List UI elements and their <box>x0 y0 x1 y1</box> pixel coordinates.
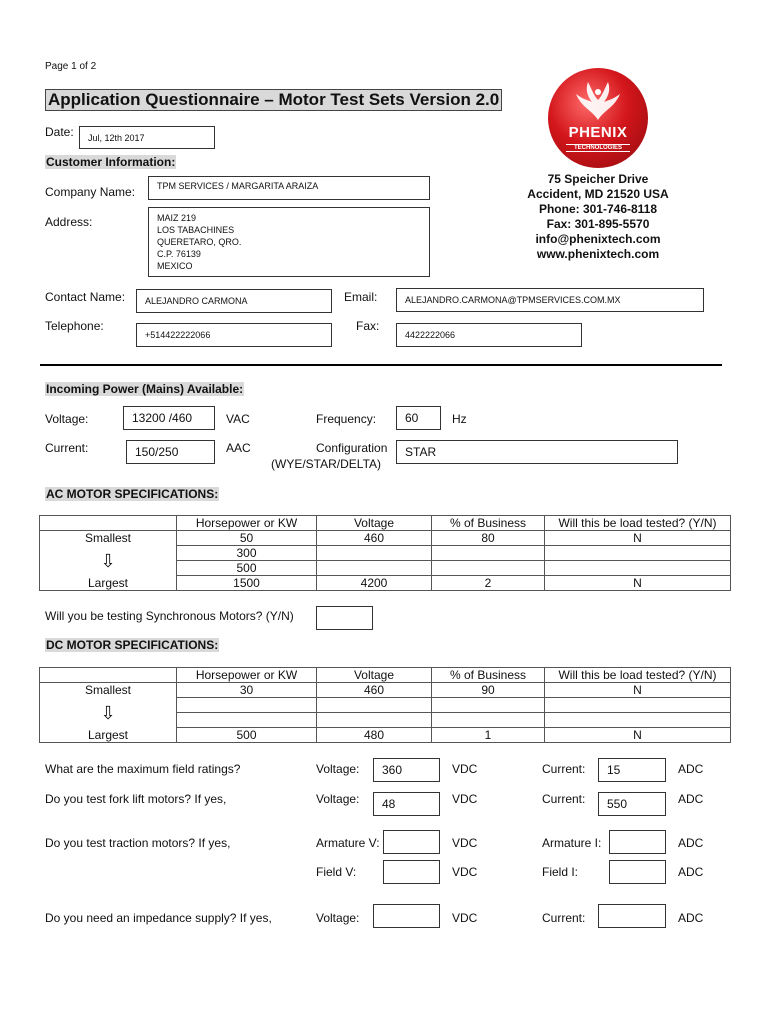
table-row <box>40 531 731 546</box>
ac-cell[interactable]: 460 <box>317 531 432 546</box>
forklift-current-label: Current: <box>542 792 586 806</box>
dc-cell[interactable] <box>545 698 731 713</box>
company-address <box>520 172 676 262</box>
dc-header-business: % of Business <box>432 668 545 683</box>
company-fax: Fax: 301-895-5570 <box>546 217 650 231</box>
adc-unit: ADC <box>678 865 704 879</box>
company-name-field[interactable]: TPM SERVICES / MARGARITA ARAIZA <box>148 176 430 200</box>
dc-cell[interactable]: 500 <box>177 728 317 743</box>
dc-cell[interactable] <box>317 698 432 713</box>
phoenix-bird-icon <box>574 80 622 122</box>
impedance-question: Do you need an impedance supply? If yes, <box>45 911 272 925</box>
ac-cell[interactable]: 50 <box>177 531 317 546</box>
forklift-voltage-field[interactable]: 48 <box>373 792 440 816</box>
vdc-unit: VDC <box>452 762 478 776</box>
ac-section-heading: AC MOTOR SPECIFICATIONS: <box>46 487 219 501</box>
dc-header-hp: Horsepower or KW <box>177 668 317 683</box>
company-email: info@phenixtech.com <box>535 232 661 246</box>
dc-header-load-tested: Will this be load tested? (Y/N) <box>545 668 731 683</box>
ac-header-hp: Horsepower or KW <box>177 516 317 531</box>
table-row <box>40 728 731 743</box>
ac-cell[interactable]: 300 <box>177 546 317 561</box>
configuration-sublabel: (WYE/STAR/DELTA) <box>271 457 382 471</box>
ac-header-load-tested: Will this be load tested? (Y/N) <box>545 516 731 531</box>
impedance-current-field[interactable] <box>598 904 666 928</box>
frequency-unit: Hz <box>452 412 467 426</box>
telephone-field[interactable]: +514422222066 <box>136 323 332 347</box>
down-arrow-icon: ⇩ <box>40 698 177 728</box>
dc-cell[interactable] <box>545 713 731 728</box>
logo-name: PHENIX <box>568 124 628 141</box>
power-current-field[interactable]: 150/250 <box>126 440 215 464</box>
dc-cell[interactable]: 480 <box>317 728 432 743</box>
company-street: 75 Speicher Drive <box>547 172 649 186</box>
field-i-field[interactable] <box>609 860 666 884</box>
forklift-question: Do you test fork lift motors? If yes, <box>45 792 227 806</box>
address-field[interactable]: MAIZ 219 LOS TABACHINES QUERETARO, QRO. C.P. 76139 MEXICO <box>148 207 430 277</box>
vdc-unit: VDC <box>452 911 478 925</box>
ac-cell[interactable]: 500 <box>177 561 317 576</box>
dc-header-voltage: Voltage <box>317 668 432 683</box>
forklift-voltage-label: Voltage: <box>316 792 360 806</box>
date-label: Date: <box>45 125 74 139</box>
armature-i-label: Armature I: <box>542 836 602 850</box>
ac-header-business: % of Business <box>432 516 545 531</box>
contact-name-label: Contact Name: <box>45 290 126 304</box>
down-arrow-icon: ⇩ <box>40 546 177 576</box>
vdc-unit: VDC <box>452 792 478 806</box>
power-voltage-field[interactable]: 13200 /460 <box>123 406 215 430</box>
dc-cell[interactable]: 30 <box>177 683 317 698</box>
customer-section-heading: Customer Information: <box>46 155 176 169</box>
ac-cell[interactable]: 1500 <box>177 576 317 591</box>
ac-cell[interactable] <box>432 546 545 561</box>
impedance-voltage-field[interactable] <box>373 904 440 928</box>
power-current-unit: AAC <box>226 441 251 455</box>
dc-largest-label: Largest <box>40 728 177 743</box>
table-row <box>40 683 731 698</box>
company-city: Accident, MD 21520 USA <box>527 187 669 201</box>
ac-cell[interactable] <box>545 561 731 576</box>
fax-field[interactable]: 4422222066 <box>396 323 582 347</box>
traction-question: Do you test traction motors? If yes, <box>45 836 231 850</box>
field-v-label: Field V: <box>316 865 357 879</box>
dc-cell[interactable]: 1 <box>432 728 545 743</box>
armature-v-field[interactable] <box>383 830 440 854</box>
sync-motors-field[interactable] <box>316 606 373 630</box>
dc-cell[interactable]: 460 <box>317 683 432 698</box>
power-section-heading: Incoming Power (Mains) Available: <box>46 382 244 396</box>
ac-cell[interactable]: N <box>545 531 731 546</box>
dc-cell[interactable] <box>432 713 545 728</box>
field-ratings-question: What are the maximum field ratings? <box>45 762 241 776</box>
ac-cell[interactable] <box>545 546 731 561</box>
fax-label: Fax: <box>356 319 380 333</box>
dc-section-heading: DC MOTOR SPECIFICATIONS: <box>46 638 219 652</box>
ac-cell[interactable] <box>317 546 432 561</box>
adc-unit: ADC <box>678 836 704 850</box>
adc-unit: ADC <box>678 762 704 776</box>
dc-cell[interactable]: N <box>545 683 731 698</box>
telephone-label: Telephone: <box>45 319 104 333</box>
field-voltage-label: Voltage: <box>316 762 360 776</box>
ac-cell[interactable] <box>432 561 545 576</box>
dc-smallest-label: Smallest <box>40 683 177 698</box>
dc-cell[interactable] <box>177 698 317 713</box>
ac-cell[interactable] <box>317 561 432 576</box>
dc-header-blank <box>40 668 177 683</box>
field-voltage-field[interactable]: 360 <box>373 758 440 782</box>
logo-subtitle: TECHNOLOGIES <box>566 144 630 152</box>
page-number: Page 1 of 2 <box>45 61 97 72</box>
power-voltage-unit: VAC <box>226 412 250 426</box>
ac-largest-label: Largest <box>40 576 177 591</box>
ac-spec-table <box>39 515 731 591</box>
company-phone: Phone: 301-746-8118 <box>538 202 658 216</box>
ac-smallest-label: Smallest <box>40 531 177 546</box>
field-i-label: Field I: <box>542 865 579 879</box>
adc-unit: ADC <box>678 792 704 806</box>
field-v-field[interactable] <box>383 860 440 884</box>
armature-i-field[interactable] <box>609 830 666 854</box>
power-voltage-label: Voltage: <box>45 412 89 426</box>
ac-cell[interactable]: N <box>545 576 731 591</box>
email-label: Email: <box>344 290 378 304</box>
company-name-label: Company Name: <box>45 185 136 199</box>
date-field[interactable]: Jul, 12th 2017 <box>79 126 215 149</box>
impedance-voltage-label: Voltage: <box>316 911 360 925</box>
section-divider <box>40 364 722 366</box>
table-row <box>40 546 731 561</box>
frequency-label: Frequency: <box>316 412 377 426</box>
ac-cell[interactable]: 80 <box>432 531 545 546</box>
armature-v-label: Armature V: <box>316 836 380 850</box>
field-current-label: Current: <box>542 762 586 776</box>
table-row <box>40 698 731 713</box>
configuration-field[interactable]: STAR <box>396 440 678 464</box>
impedance-current-label: Current: <box>542 911 586 925</box>
dc-cell[interactable]: 90 <box>432 683 545 698</box>
dc-cell[interactable] <box>317 713 432 728</box>
dc-cell[interactable] <box>432 698 545 713</box>
sync-motors-question: Will you be testing Synchronous Motors? (Y/N) <box>45 609 294 623</box>
frequency-field[interactable]: 60 <box>396 406 441 430</box>
dc-cell[interactable]: N <box>545 728 731 743</box>
power-current-label: Current: <box>45 441 89 455</box>
company-web: www.phenixtech.com <box>536 247 660 261</box>
ac-header-blank <box>40 516 177 531</box>
contact-name-field[interactable]: ALEJANDRO CARMONA <box>136 289 332 313</box>
field-current-field[interactable]: 15 <box>598 758 666 782</box>
adc-unit: ADC <box>678 911 704 925</box>
ac-cell[interactable]: 2 <box>432 576 545 591</box>
ac-header-voltage: Voltage <box>317 516 432 531</box>
table-row <box>40 576 731 591</box>
address-label: Address: <box>45 215 93 229</box>
phenix-logo <box>548 68 648 168</box>
configuration-label: Configuration <box>316 441 388 455</box>
vdc-unit: VDC <box>452 836 478 850</box>
vdc-unit: VDC <box>452 865 478 879</box>
page-title: Application Questionnaire – Motor Test Sets Version 2.0 <box>45 89 502 111</box>
dc-spec-table <box>39 667 731 743</box>
dc-cell[interactable] <box>177 713 317 728</box>
forklift-current-field[interactable]: 550 <box>598 792 666 816</box>
email-field[interactable]: ALEJANDRO.CARMONA@TPMSERVICES.COM.MX <box>396 288 704 312</box>
ac-cell[interactable]: 4200 <box>317 576 432 591</box>
